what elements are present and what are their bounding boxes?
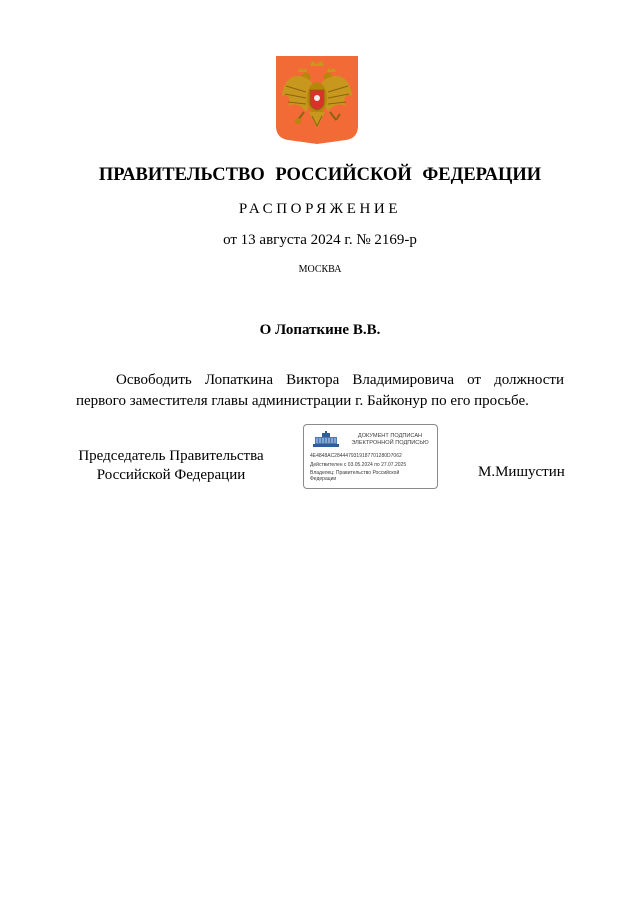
document-city: МОСКВА [298,264,342,275]
stamp-title [344,433,436,447]
signatory-position-line-2: Российской Федерации [96,467,246,483]
body-line-2: первого заместителя главы администрации г. Байконур по его просьбе. [76,393,529,409]
document-date-number: от 13 августа 2024 г. № 2169-р [223,232,417,248]
coat-of-arms-icon [276,56,358,144]
electronic-signature-stamp [303,424,438,489]
government-building-icon [310,431,342,449]
document-type: РАСПОРЯЖЕНИЕ [238,201,402,217]
signatory-position [76,447,266,485]
government-title: ПРАВИТЕЛЬСТВО РОССИЙСКОЙ ФЕДЕРАЦИИ [98,165,542,185]
document-subject: О Лопаткине В.В. [259,322,381,338]
stamp-title-line-1: ДОКУМЕНТ ПОДПИСАН [357,433,423,439]
stamp-owner-line-2: Федерации [310,476,337,482]
stamp-title-line-2: ЭЛЕКТРОННОЙ ПОДПИСЬЮ [351,440,429,446]
document-body [76,370,564,412]
stamp-serial: 4E4848AC2844479319187701280D7062 [310,453,402,459]
signatory-name: М.Мишустин [478,464,565,480]
stamp-owner-line-1: Владелец: Правительство Российской [310,470,400,476]
body-line-1: Освободить Лопаткина Виктора Владимировича от должности [116,372,564,388]
stamp-validity: Действителен с 03.05.2024 по 27.07.2025 [310,462,407,468]
signatory-position-line-1: Председатель Правительства [78,448,264,464]
